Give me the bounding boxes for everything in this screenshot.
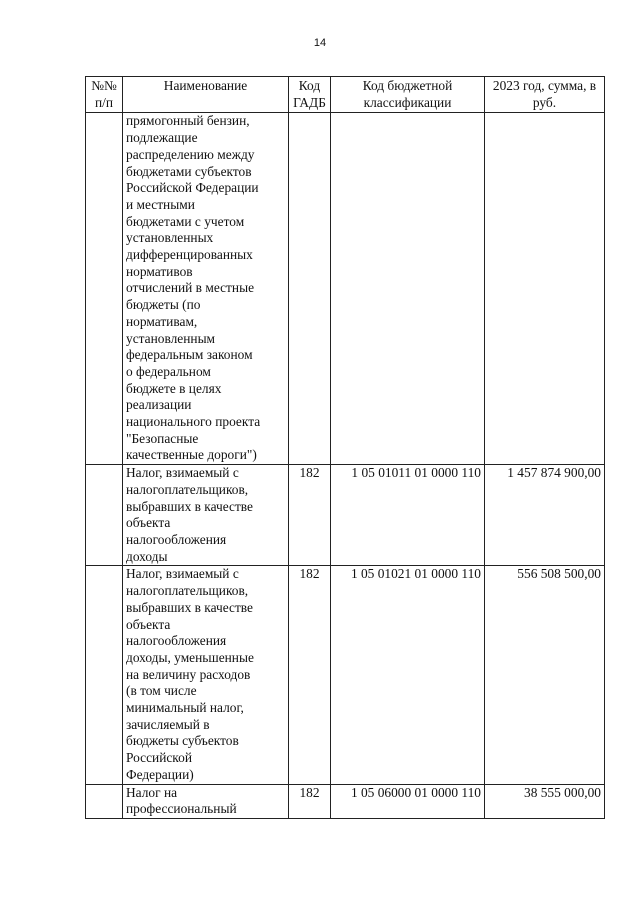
row-name: Налог на профессиональный [123,784,289,818]
row-sum: 1 457 874 900,00 [485,465,605,566]
row-num [86,566,123,784]
row-sum [485,113,605,465]
row-num [86,465,123,566]
budget-revenue-table [85,76,605,819]
row-sum: 556 508 500,00 [485,566,605,784]
table-header-row [86,77,605,113]
header-num: №№ п/п [86,77,123,113]
row-kbk: 1 05 01011 01 0000 110 [331,465,485,566]
row-gadb: 182 [289,784,331,818]
row-kbk: 1 05 01021 01 0000 110 [331,566,485,784]
row-gadb: 182 [289,566,331,784]
row-num [86,784,123,818]
header-kbk: Код бюджетной классификации [331,77,485,113]
row-gadb [289,113,331,465]
header-name: Наименование [123,77,289,113]
table-row [86,113,605,465]
header-gadb: Код ГАДБ [289,77,331,113]
table-row [86,784,605,818]
row-sum: 38 555 000,00 [485,784,605,818]
page-number: 14 [313,37,327,49]
header-sum: 2023 год, сумма, в руб. [485,77,605,113]
table-row [86,465,605,566]
row-kbk [331,113,485,465]
row-name: Налог, взимаемый с налогоплательщиков, выбравших в качестве объекта налогообложения доходы, уменьшенные на величину расходов (в том числе минимальный налог, зачисляемый в бюджеты субъектов Российской Федерации) [123,566,289,784]
row-kbk: 1 05 06000 01 0000 110 [331,784,485,818]
row-num [86,113,123,465]
row-name: прямогонный бензин, подлежащие распределению между бюджетами субъектов Российской Федерации и местными бюджетами с учетом установленных дифференцированных нормативов отчислений в местные бюджеты (по нормативам, установленным федеральным законом о федеральном бюджете в целях реализации национального проекта "Безопасные качественные дороги") [123,113,289,465]
table-row [86,566,605,784]
row-name: Налог, взимаемый с налогоплательщиков, выбравших в качестве объекта налогообложения доходы [123,465,289,566]
row-gadb: 182 [289,465,331,566]
